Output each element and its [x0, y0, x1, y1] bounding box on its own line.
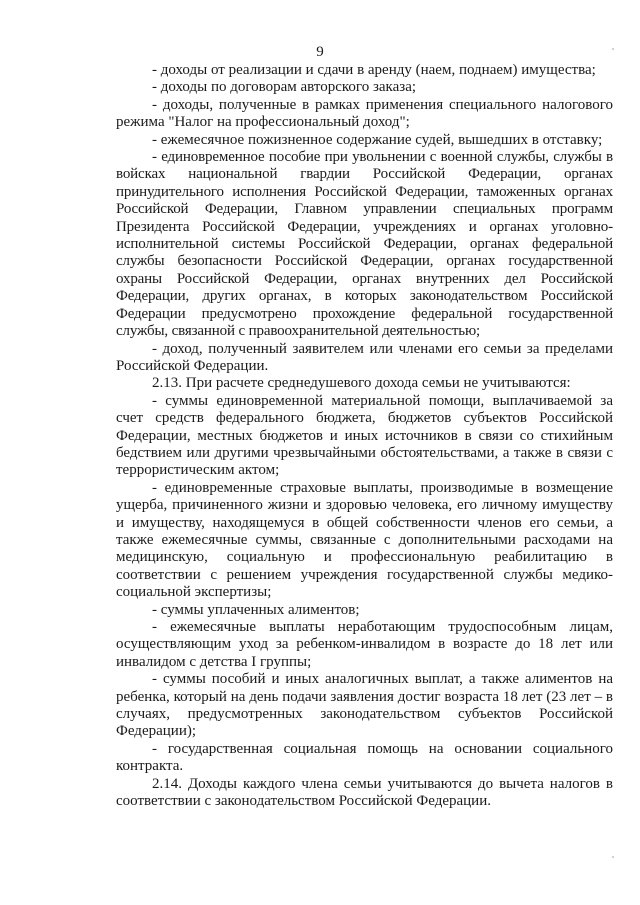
paragraph: - доходы по договорам авторского заказа;	[152, 79, 417, 96]
paragraph: - суммы пособий и иных аналогичных выплат, а также алиментов на ребенка, который на день подачи заявления достиг возраста 18 лет (23 лет – в случаях, предусмотренных законодательством субъектов Российской Федерации);	[116, 671, 613, 740]
paragraph: - суммы уплаченных алиментов;	[152, 601, 360, 618]
paragraph: - доходы от реализации и сдачи в аренду (наем, поднаем) имущества;	[152, 62, 596, 78]
paragraph: - суммы единовременной материальной помощи, выплачиваемой за счет средств федерального бюджета, бюджетов субъектов Российской Федерации, местных бюджетов и иных источников в связи со стихийным бедствием или другими чрезвычайными обстоятельствами, а также в связи с террористическим актом;	[116, 392, 613, 479]
page-number: 9	[316, 44, 324, 60]
paragraph: - доход, полученный заявителем или членами его семьи за пределами Российской Федерации.	[116, 340, 613, 374]
scan-speck	[612, 48, 614, 50]
section-heading: 2.13. При расчете среднедушевого дохода семьи не учитываются:	[152, 375, 571, 392]
paragraph: - доходы, полученные в рамках применения специального налогового режима "Налог на профессиональный доход";	[116, 96, 613, 131]
scan-speck	[612, 856, 614, 858]
paragraph: - государственная социальная помощь на основании социального контракта.	[116, 740, 613, 775]
document-body	[116, 62, 613, 810]
paragraph: - ежемесячное пожизненное содержание судей, вышедших в отставку;	[152, 131, 603, 148]
paragraph: - ежемесячные выплаты неработающим трудоспособным лицам, осуществляющим уход за ребенком-инвалидом в возрасте до 18 лет или инвалидом с детства I группы;	[116, 619, 613, 670]
section-heading: 2.14. Доходы каждого члена семьи учитываются до вычета налогов в соответствии с законодательством Российской Федерации.	[116, 775, 613, 810]
paragraph: - единовременное пособие при увольнении с военной службы, службы в войсках национальной гвардии Российской Федерации, органах принудительного исполнения Российской Федерации, таможенных органах Российской Федерации, Главном управлении специальных программ Президента Российской Федерации, учреждениях и органах уголовно-исполнительной системы Российской Федерации, органах федеральной службы безопасности Российской Федерации, органах государственной охраны Российской Федерации, органах внутренних дел Российской Федерации, других органах, в которых законодательством Российской Федерации предусмотрено прохождение федеральной государственной службы, связанной с правоохранительной деятельностью;	[116, 149, 613, 340]
paragraph: - единовременные страховые выплаты, производимые в возмещение ущерба, причиненного жизни и здоровью человека, его личному имуществу и имуществу, находящемуся в общей собственности членов его семьи, а также ежемесячные суммы, связанные с дополнительными расходами на медицинскую, социальную и профессиональную реабилитацию в соответствии с решением учреждения государственной службы медико-социальной экспертизы;	[116, 479, 613, 601]
